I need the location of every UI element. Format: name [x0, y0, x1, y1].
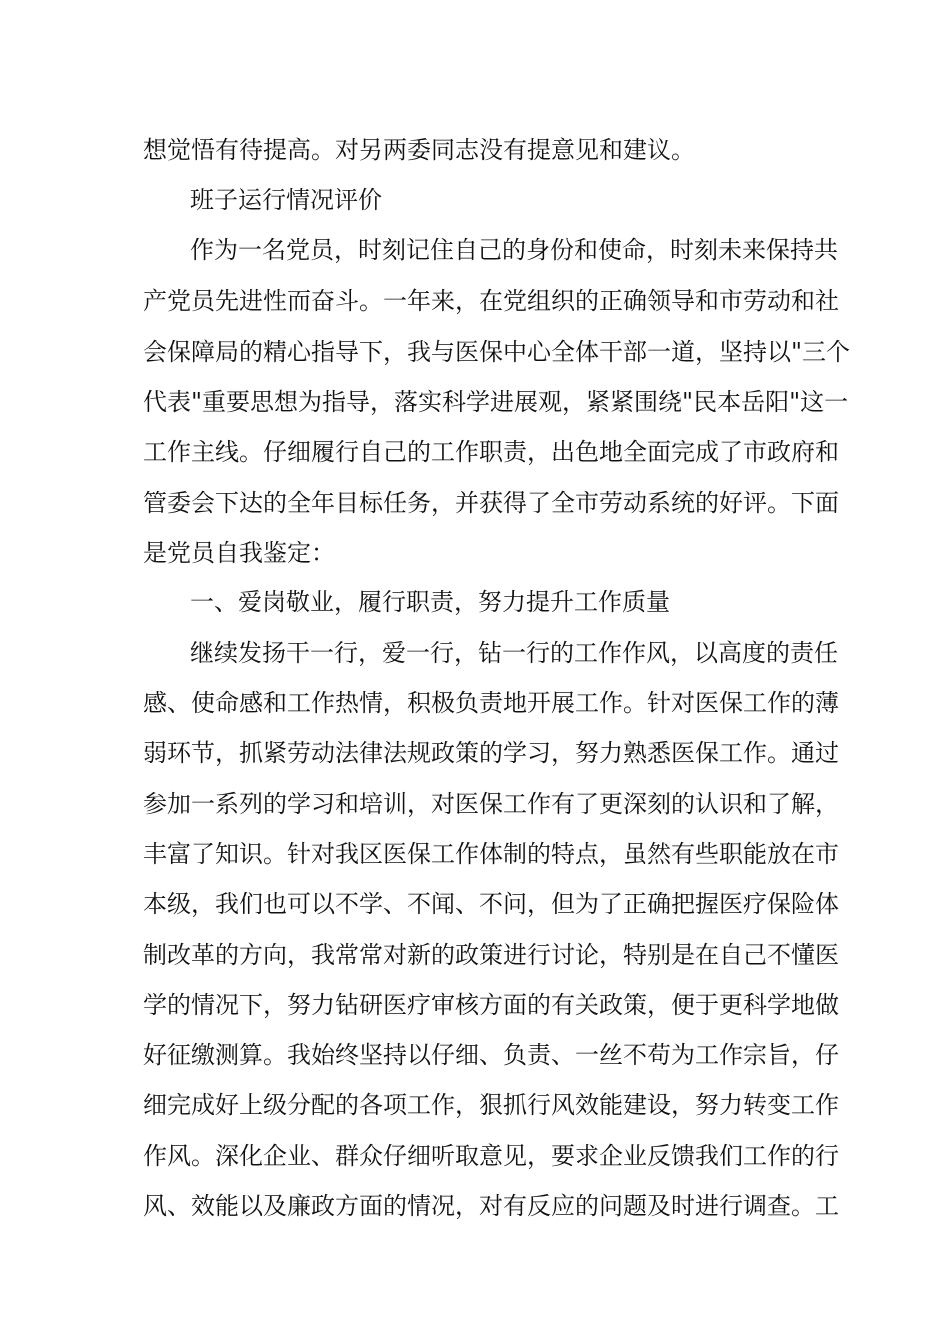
text-line: 是党员自我鉴定：: [143, 539, 335, 567]
text-line: 风、效能以及廉政方面的情况，对有反应的问题及时进行调查。工: [143, 1192, 839, 1220]
text-line: 参加一系列的学习和培训，对医保工作有了更深刻的认识和了解，: [143, 790, 839, 818]
text-line: 继续发扬干一行，爱一行，钻一行的工作作风，以高度的责任: [190, 639, 838, 667]
text-line: 作为一名党员，时刻记住自己的身份和使命，时刻未来保持共: [190, 236, 838, 264]
text-line: 学的情况下，努力钻研医疗审核方面的有关政策，便于更科学地做: [143, 991, 839, 1019]
text-line: 代表"重要思想为指导，落实科学进展观，紧紧围绕"民本岳阳"这一: [143, 388, 849, 416]
text-line: 会保障局的精心指导下，我与医保中心全体干部一道，坚持以"三个: [143, 338, 851, 366]
text-line: 细完成好上级分配的各项工作，狠抓行风效能建设，努力转变工作: [143, 1091, 839, 1119]
text-line: 丰富了知识。针对我区医保工作体制的特点，虽然有些职能放在市: [143, 840, 839, 868]
section-heading: 班子运行情况评价: [190, 186, 382, 214]
text-line: 管委会下达的全年目标任务，并获得了全市劳动系统的好评。下面: [143, 489, 839, 517]
section-heading: 一、爱岗敬业，履行职责，努力提升工作质量: [190, 588, 670, 616]
text-line: 本级，我们也可以不学、不闻、不问，但为了正确把握医疗保险体: [143, 890, 839, 918]
text-line: 作风。深化企业、群众仔细听取意见，要求企业反馈我们工作的行: [143, 1142, 839, 1170]
text-line: 想觉悟有待提高。对另两委同志没有提意见和建议。: [143, 136, 695, 164]
text-line: 弱环节，抓紧劳动法律法规政策的学习，努力熟悉医保工作。通过: [143, 739, 839, 767]
text-line: 感、使命感和工作热情，积极负责地开展工作。针对医保工作的薄: [143, 689, 839, 717]
text-line: 工作主线。仔细履行自己的工作职责，出色地全面完成了市政府和: [143, 438, 839, 466]
text-line: 好征缴测算。我始终坚持以仔细、负责、一丝不苟为工作宗旨，仔: [143, 1041, 839, 1069]
text-line: 产党员先进性而奋斗。一年来，在党组织的正确领导和市劳动和社: [143, 287, 839, 315]
text-line: 制改革的方向，我常常对新的政策进行讨论，特别是在自己不懂医: [143, 941, 839, 969]
